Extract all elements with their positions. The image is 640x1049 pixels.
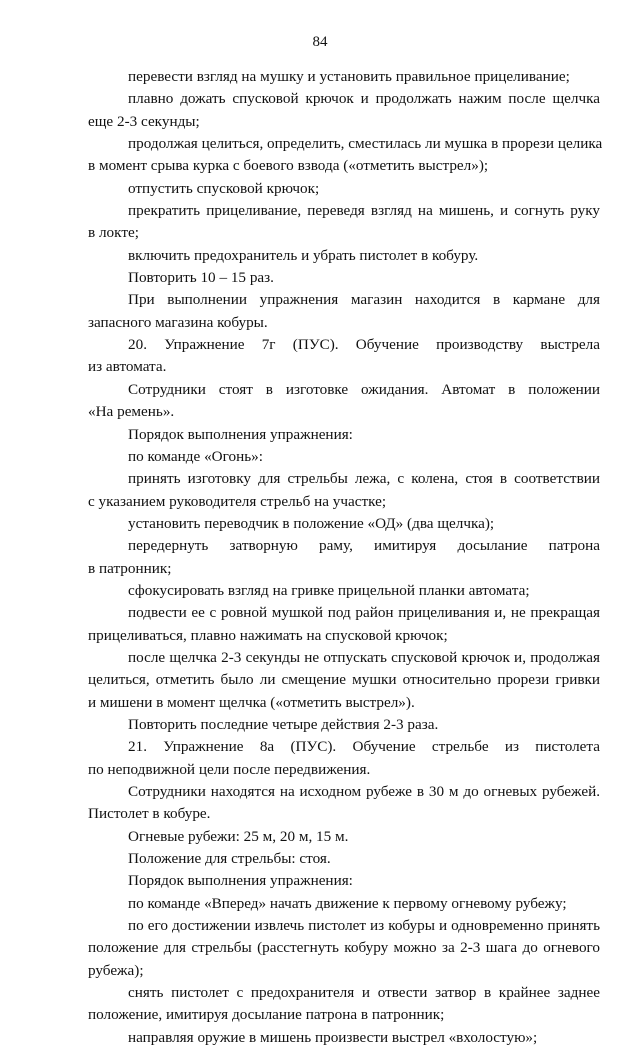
text-line: целиться, отметить было ли смещение мушки относительно прорези гривки: [88, 671, 600, 689]
text-line: Порядок выполнения упражнения:: [128, 425, 353, 443]
text-line: прицеливаться, плавно нажимать на спусковой крючок;: [88, 626, 448, 644]
text-line: Огневые рубежи: 25 м, 20 м, 15 м.: [128, 827, 349, 845]
text-line: рубежа);: [88, 961, 144, 979]
text-line: в момент срыва курка с боевого взвода («отметить выстрел»);: [88, 157, 489, 175]
text-line: «На ремень».: [88, 403, 175, 421]
text-line: Сотрудники стоят в изготовке ожидания. Автомат в положении: [128, 380, 600, 398]
text-line: после щелчка 2-3 секунды не отпускать спусковой крючок и, продолжая: [128, 648, 600, 666]
text-line: включить предохранитель и убрать пистолет в кобуру.: [128, 246, 479, 264]
text-line: в патронник;: [88, 559, 172, 577]
text-line: с указанием руководителя стрельб на участке;: [88, 492, 387, 510]
text-line: снять пистолет с предохранителя и отвести затвор в крайнее заднее: [128, 984, 600, 1002]
text-line: 20. Упражнение 7г (ПУС). Обучение производству выстрела: [128, 336, 600, 354]
text-line: принять изготовку для стрельбы лежа, с колена, стоя в соответствии: [128, 470, 600, 488]
document-body: [0, 66, 640, 1049]
text-line: продолжая целиться, определить, сместилась ли мушка в прорези целика: [128, 135, 603, 153]
text-line: 21. Упражнение 8а (ПУС). Обучение стрельбе из пистолета: [128, 738, 600, 756]
text-line: перевести взгляд на мушку и установить правильное прицеливание;: [128, 68, 570, 85]
text-line: направляя оружие в мишень произвести выстрел «вхолостую»;: [128, 1028, 538, 1046]
text-line: из автомата.: [88, 358, 167, 376]
text-line: прекратить прицеливание, переведя взгляд на мишень, и согнуть руку: [128, 202, 600, 220]
text-line: установить переводчик в положение «ОД» (два щелчка);: [128, 514, 495, 532]
text-line: отпустить спусковой крючок;: [128, 179, 320, 197]
text-line: положение, имитируя досылание патрона в патронник;: [88, 1006, 445, 1024]
text-line: Повторить последние четыре действия 2-3 раза.: [128, 715, 439, 733]
text-line: передернуть затворную раму, имитируя досылание патрона: [128, 537, 600, 555]
text-line: по его достижении извлечь пистолет из кобуры и одновременно принять: [128, 917, 600, 935]
text-line: Порядок выполнения упражнения:: [128, 872, 353, 890]
text-line: плавно дожать спусковой крючок и продолжать нажим после щелчка: [128, 90, 600, 108]
text-line: Повторить 10 – 15 раз.: [128, 269, 274, 287]
text-line: еще 2-3 секунды;: [88, 112, 200, 130]
text-line: и мишени в момент щелчка («отметить выстрел»).: [88, 693, 415, 711]
text-line: по неподвижной цели после передвижения.: [88, 760, 371, 778]
text-line: При выполнении упражнения магазин находится в кармане для: [128, 291, 600, 309]
text-line: Пистолет в кобуре.: [88, 805, 211, 823]
text-line: Положение для стрельбы: стоя.: [128, 850, 331, 868]
text-line: положение для стрельбы (расстегнуть кобуру можно за 2-3 шага до огневого: [88, 939, 600, 957]
text-line: Сотрудники находятся на исходном рубеже в 30 м до огневых рубежей.: [128, 783, 600, 800]
text-line: по команде «Огонь»:: [128, 447, 263, 465]
page-number: 84: [312, 34, 328, 50]
text-line: запасного магазина кобуры.: [88, 313, 268, 331]
text-line: сфокусировать взгляд на гривке прицельной планки автомата;: [128, 581, 530, 599]
text-line: в локте;: [88, 224, 139, 242]
text-line: подвести ее с ровной мушкой под район прицеливания и, не прекращая: [128, 604, 600, 622]
text-line: по команде «Вперед» начать движение к первому огневому рубежу;: [128, 894, 567, 912]
